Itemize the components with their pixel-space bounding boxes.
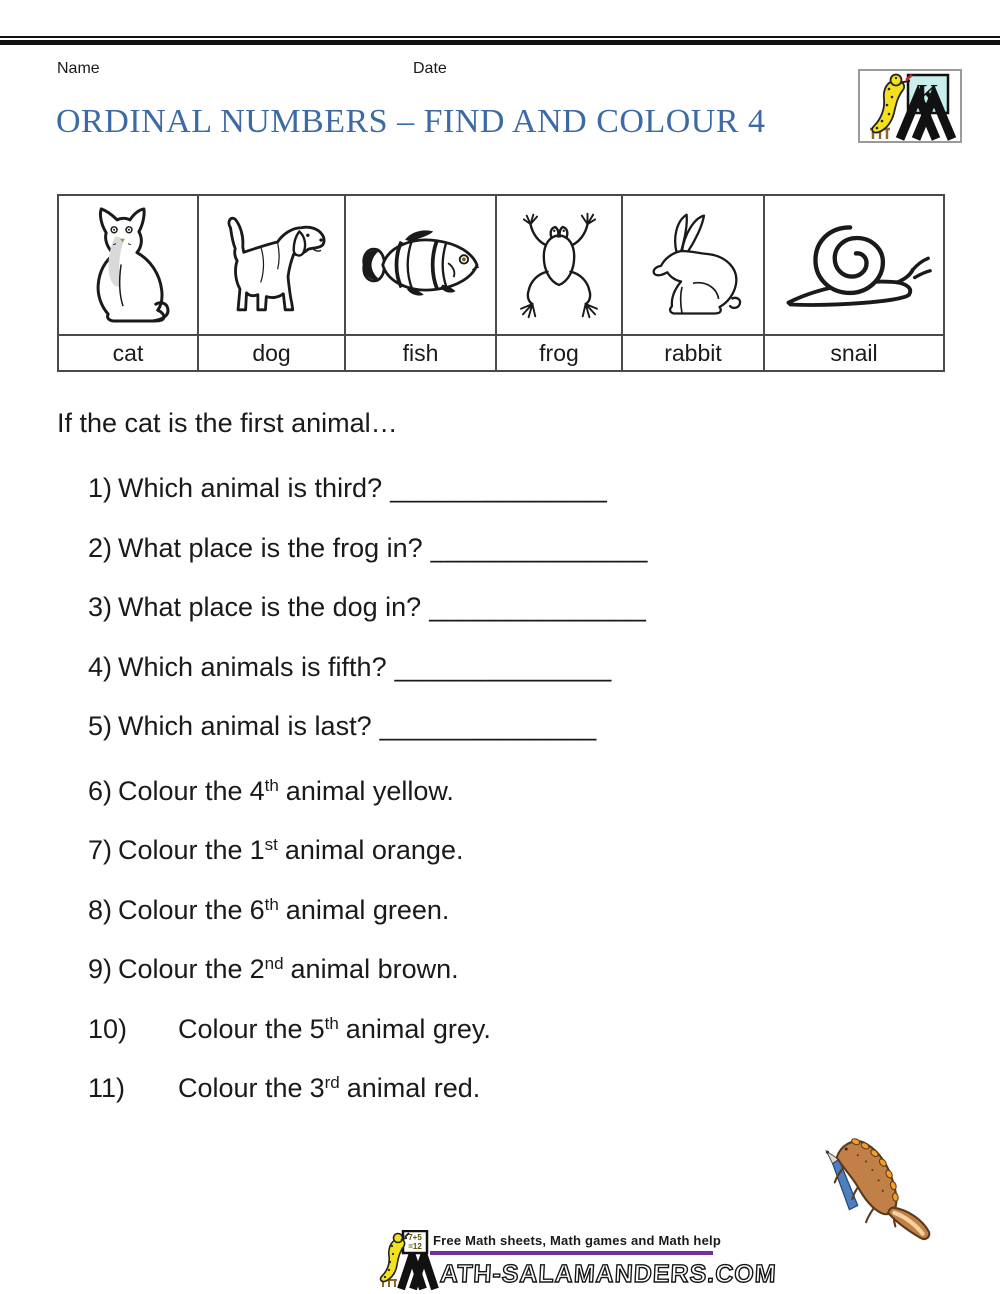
ordinal-suffix: st <box>264 835 278 854</box>
frog-label: frog <box>496 335 622 371</box>
question-3 <box>88 589 648 625</box>
question-8 <box>88 887 648 923</box>
intro-sentence: If the cat is the first animal… <box>57 408 398 438</box>
question-number: 9) <box>88 954 113 984</box>
name-label: Name <box>57 60 100 77</box>
site-name <box>397 1252 777 1290</box>
question-number: 7) <box>88 835 113 865</box>
newt-with-pencil-illustration <box>818 1126 933 1246</box>
top-divider <box>0 36 1000 45</box>
dog-icon <box>206 209 338 321</box>
question-6 <box>88 768 648 804</box>
question-number: 3) <box>88 592 113 622</box>
answer-blank: ______________ <box>430 532 648 563</box>
frog-icon <box>502 203 616 327</box>
question-number: 4) <box>88 651 113 682</box>
ordinal-suffix: th <box>324 1013 339 1033</box>
question-text: animal brown. <box>290 954 459 984</box>
dog-label: dog <box>198 335 345 371</box>
question-number: 1) <box>88 473 113 503</box>
question-7 <box>88 827 648 863</box>
footer-tagline: Free Math sheets, Math games and Math help <box>433 1233 721 1248</box>
question-text: Colour the <box>178 1073 303 1103</box>
ordinal-number: 3 <box>309 1073 325 1103</box>
question-text: Colour the <box>118 894 243 925</box>
footer-branding <box>373 1228 778 1292</box>
date-label: Date <box>413 60 447 77</box>
answer-blank: ______________ <box>379 711 597 741</box>
question-4 <box>88 649 648 685</box>
rabbit-icon <box>629 208 757 322</box>
ordinal-number: 6 <box>249 894 265 925</box>
answer-blank: ______________ <box>429 592 647 622</box>
cat-label: cat <box>58 335 198 371</box>
question-text: Colour the <box>178 1013 303 1044</box>
answer-blank: ______________ <box>394 651 612 682</box>
newt-icon <box>818 1126 933 1241</box>
ordinal-number: 1 <box>249 835 265 865</box>
board-line-2: =12 <box>408 1242 422 1251</box>
page-title: ORDINAL NUMBERS – FIND AND COLOUR 4 <box>56 103 766 140</box>
question-text: What place is the dog in? <box>118 592 422 622</box>
cat-picture-cell <box>58 195 198 335</box>
question-text: animal red. <box>346 1073 481 1103</box>
question-text: animal yellow. <box>285 775 454 806</box>
question-text: Colour the <box>118 954 243 984</box>
dog-picture-cell <box>198 195 345 335</box>
fish-icon <box>351 218 491 312</box>
ordinal-suffix: th <box>264 775 279 795</box>
site-name-text: ATH-SALAMANDERS.COM <box>439 1260 778 1288</box>
question-text: Which animal is third? <box>118 473 383 503</box>
question-list <box>88 470 648 1125</box>
board-line-1: 7+5 <box>408 1233 422 1242</box>
question-2 <box>88 530 648 566</box>
ordinal-number: 2 <box>249 954 265 984</box>
question-text: animal green. <box>285 894 450 925</box>
site-initial-m-glyph <box>397 1252 439 1290</box>
animal-picture-row <box>58 195 944 335</box>
ordinal-suffix: th <box>264 894 279 914</box>
animal-label-row <box>58 335 944 371</box>
question-text: animal grey. <box>345 1013 491 1044</box>
question-9 <box>88 946 648 982</box>
question-number: 11) <box>88 1073 126 1103</box>
question-11 <box>88 1065 648 1101</box>
question-text: Colour the <box>118 775 243 806</box>
fish-label: fish <box>345 335 496 371</box>
question-10 <box>88 1006 648 1042</box>
question-number: 8) <box>88 894 113 925</box>
question-text: animal orange. <box>284 835 464 865</box>
ordinal-number: 5 <box>309 1013 325 1044</box>
snail-label: snail <box>764 335 944 371</box>
ordinal-number: 4 <box>249 775 265 806</box>
salamander-painting-icon <box>860 71 960 141</box>
question-number: 2) <box>88 532 113 563</box>
rabbit-label: rabbit <box>622 335 764 371</box>
cat-icon <box>73 203 183 327</box>
snail-picture-cell <box>764 195 944 335</box>
ordinal-suffix: nd <box>264 954 284 973</box>
question-number: 6) <box>88 775 113 806</box>
question-1 <box>88 470 648 506</box>
question-5 <box>88 708 648 744</box>
question-text: Colour the <box>118 835 243 865</box>
question-number: 5) <box>88 711 113 741</box>
question-text: Which animal is last? <box>118 711 372 741</box>
logo-k-letter: K <box>917 80 939 111</box>
fish-picture-cell <box>345 195 496 335</box>
animal-table <box>57 194 945 372</box>
rabbit-picture-cell <box>622 195 764 335</box>
question-text: What place is the frog in? <box>118 532 423 563</box>
ordinal-suffix: rd <box>324 1073 340 1092</box>
math-salamanders-k-logo <box>858 69 962 143</box>
answer-blank: ______________ <box>390 473 608 503</box>
question-text: Which animals is fifth? <box>118 651 387 682</box>
question-number: 10) <box>88 1013 128 1044</box>
frog-picture-cell <box>496 195 622 335</box>
snail-icon <box>772 212 936 318</box>
